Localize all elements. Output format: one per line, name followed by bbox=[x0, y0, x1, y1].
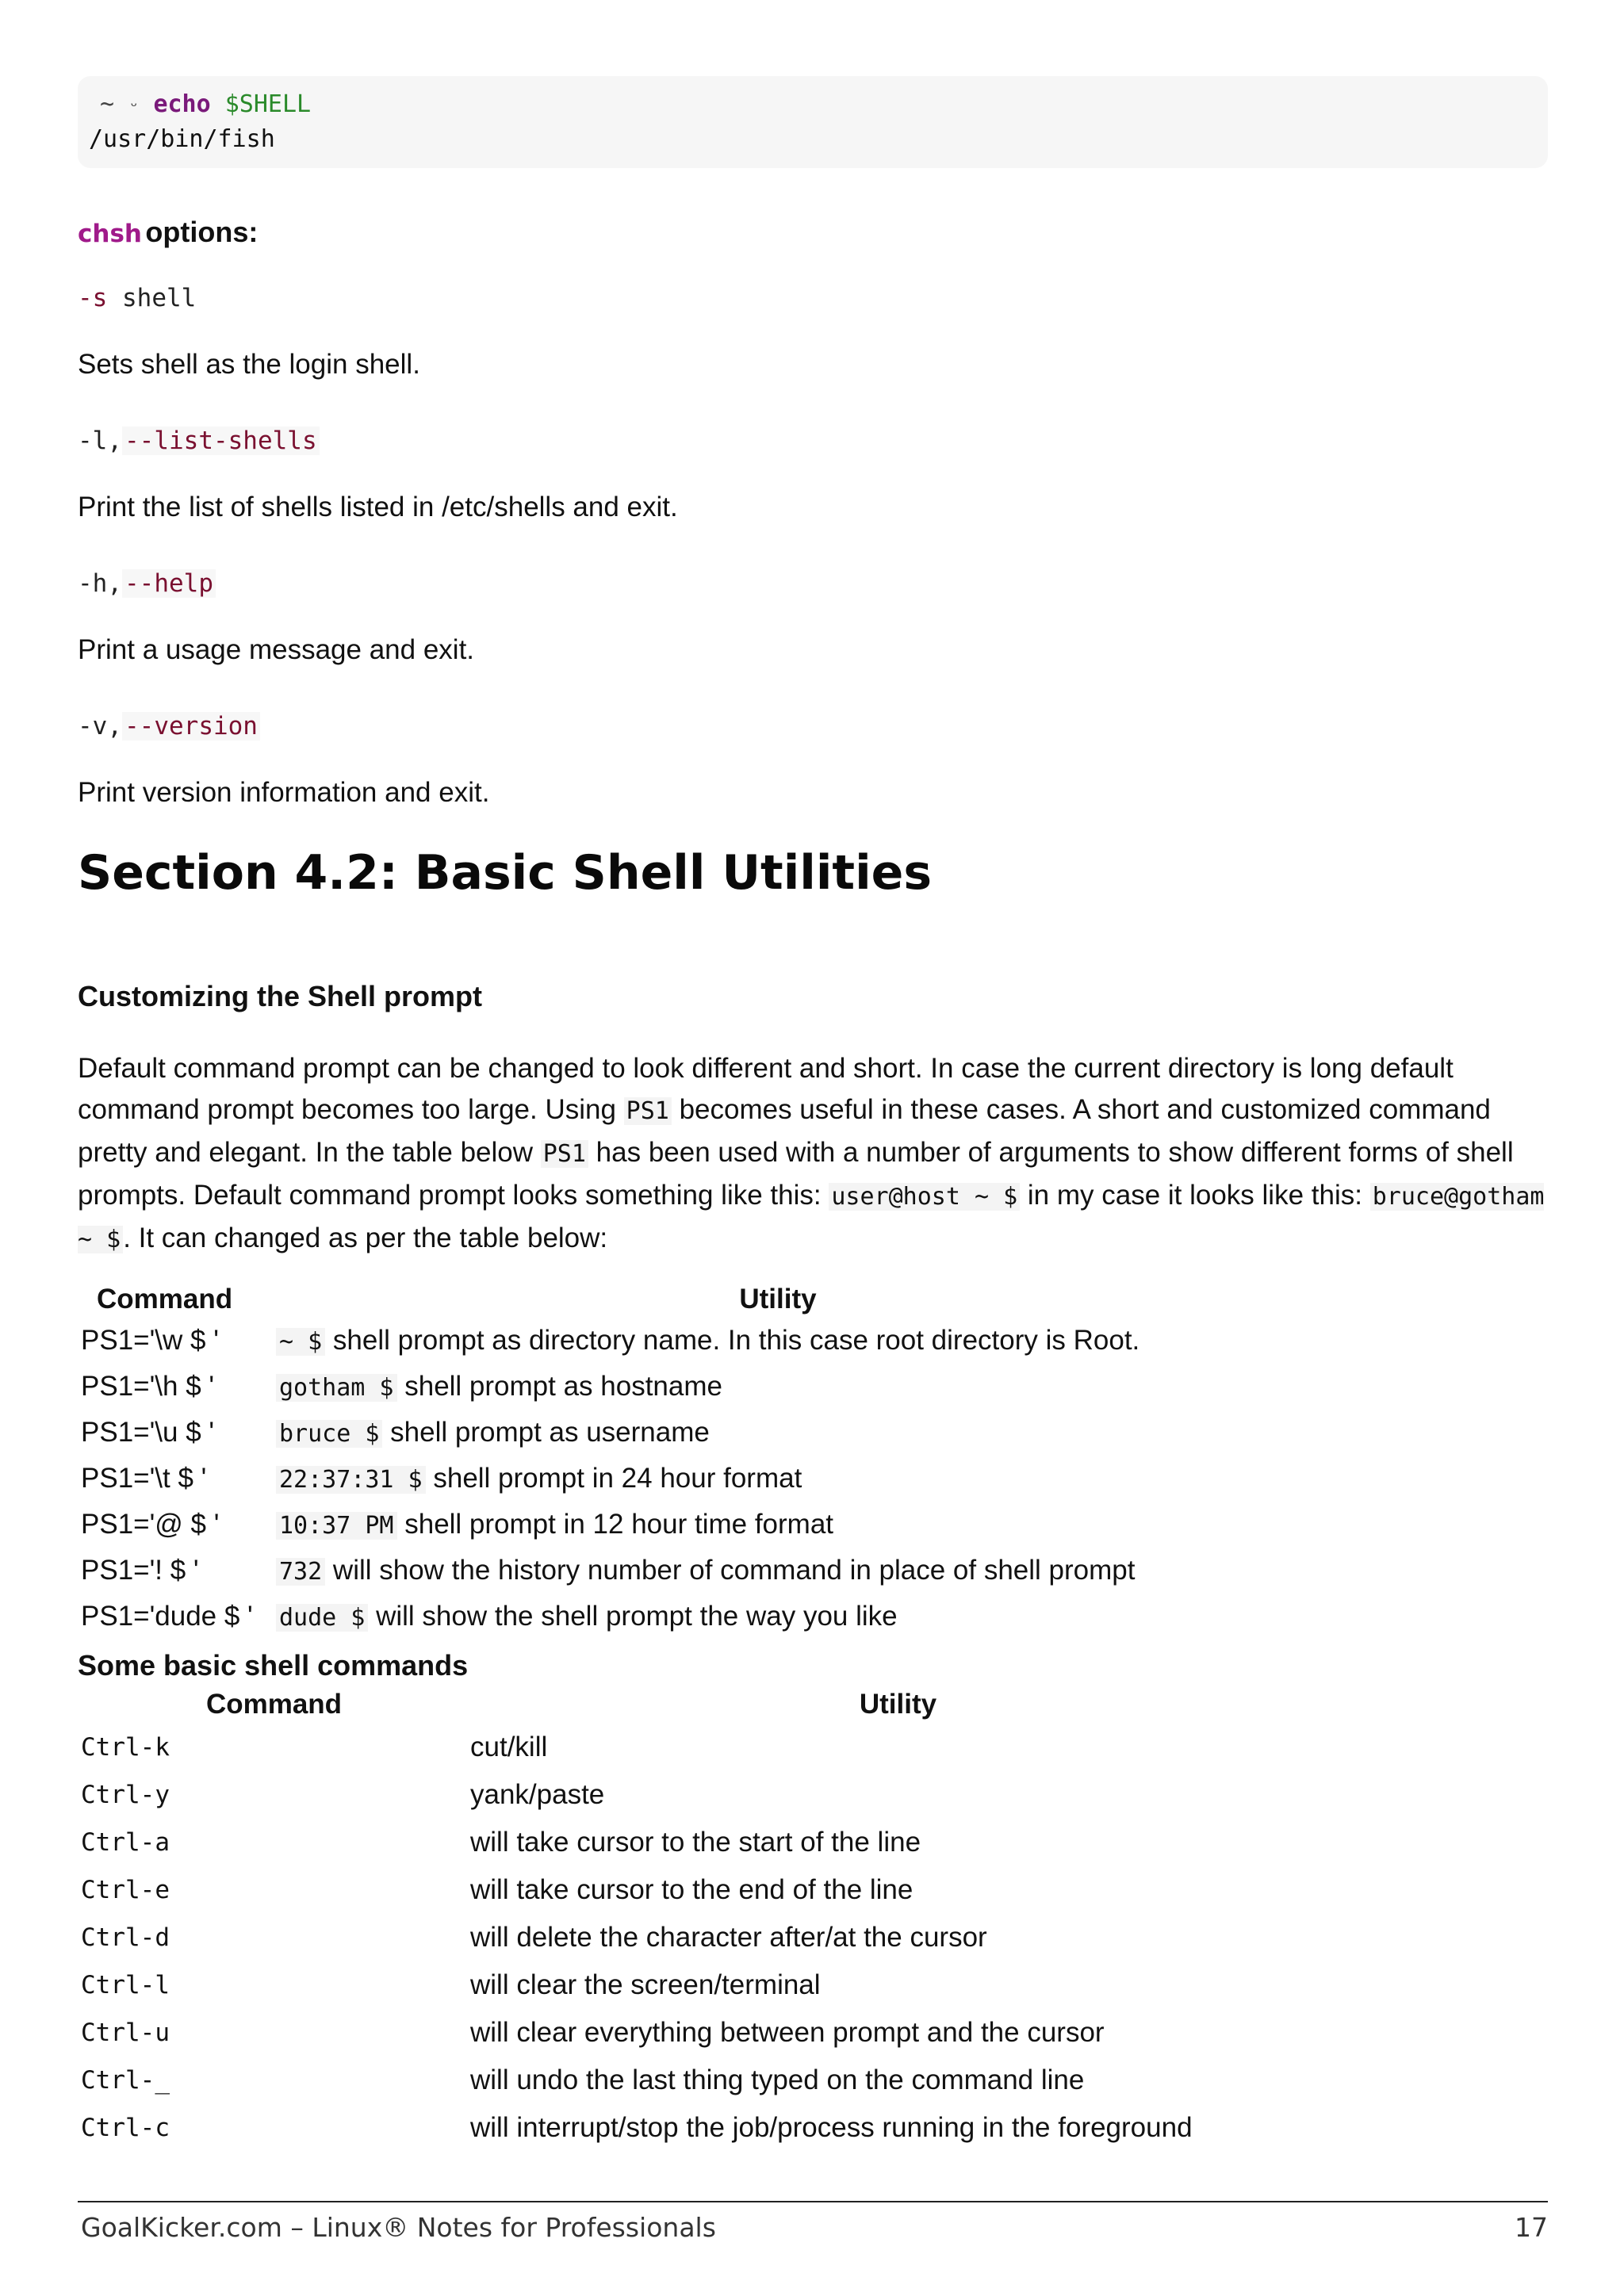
column-header-utility: Utility bbox=[739, 1284, 817, 1314]
table-row bbox=[78, 1819, 1326, 1866]
option-long: --version bbox=[122, 712, 260, 740]
code-line-command bbox=[100, 90, 311, 118]
option-short: -l, bbox=[78, 427, 122, 455]
option-short: -s bbox=[78, 284, 108, 312]
utility-text: shell prompt in 12 hour time format bbox=[396, 1509, 834, 1540]
table-row bbox=[78, 1502, 1283, 1548]
command-cell: PS1='\u $ ' bbox=[81, 1417, 215, 1448]
option-long: --list-shells bbox=[122, 427, 320, 455]
utility-cell: cut/kill bbox=[470, 1732, 548, 1762]
option-short: -h, bbox=[78, 569, 122, 598]
table-row bbox=[78, 1410, 1283, 1456]
option-help bbox=[78, 569, 216, 598]
table-row bbox=[78, 1771, 1326, 1819]
command-cell: Ctrl-e bbox=[81, 1876, 170, 1904]
table-row bbox=[78, 1594, 1283, 1640]
utility-text: will show the shell prompt the way you like bbox=[368, 1601, 898, 1632]
utility-cell: will undo the last thing typed on the command line bbox=[470, 2064, 1085, 2095]
table-row bbox=[78, 1961, 1326, 2009]
table-row bbox=[78, 2104, 1326, 2152]
table-row bbox=[78, 1866, 1326, 1914]
inline-code: 732 bbox=[276, 1558, 325, 1586]
page-number: 17 bbox=[1515, 2212, 1548, 2243]
utility-text: shell prompt as hostname bbox=[396, 1371, 722, 1402]
footer-source: GoalKicker.com – Linux® Notes for Professionals bbox=[81, 2212, 716, 2243]
paragraph-text: becomes useful in these cases. A short and customized command pretty and elegant. In the table below bbox=[78, 1094, 1491, 1168]
option-description: Print the list of shells listed in /etc/shells and exit. bbox=[78, 492, 678, 522]
paragraph-text: in my case it looks like this: bbox=[1020, 1180, 1370, 1211]
command-cell: PS1='! $ ' bbox=[81, 1555, 199, 1586]
column-header-command: Command bbox=[97, 1284, 233, 1314]
inline-code: user@host ~ $ bbox=[829, 1183, 1020, 1211]
code-variable: $SHELL bbox=[224, 90, 312, 118]
footer-divider bbox=[78, 2201, 1548, 2202]
table-row bbox=[78, 1914, 1326, 1961]
utility-cell: will delete the character after/at the cursor bbox=[470, 1922, 987, 1953]
utility-cell bbox=[273, 1456, 1283, 1502]
inline-code: PS1 bbox=[541, 1140, 588, 1168]
command-cell: Ctrl-y bbox=[81, 1781, 170, 1809]
paragraph-text: has been used with a number of arguments to show different forms of shell prompts. Default command prompt looks something like this: bbox=[78, 1137, 1514, 1211]
chsh-options-heading bbox=[78, 216, 258, 249]
paragraph-text: Default command prompt can be changed to look different and short. In case the current directory is long default command prompt becomes too large. Using bbox=[78, 1053, 1454, 1125]
subheading-basic-commands: Some basic shell commands bbox=[78, 1649, 469, 1682]
option-description: Print version information and exit. bbox=[78, 777, 490, 808]
utility-cell: will interrupt/stop the job/process running in the foreground bbox=[470, 2112, 1193, 2143]
option-long: --help bbox=[122, 569, 216, 598]
command-cell: PS1='@ $ ' bbox=[81, 1509, 220, 1540]
command-cell: Ctrl-_ bbox=[81, 2066, 170, 2095]
command-cell: Ctrl-a bbox=[81, 1828, 170, 1857]
prompt-glyph: ᵕ bbox=[128, 97, 140, 117]
command-cell: Ctrl-u bbox=[81, 2019, 170, 2047]
chsh-options-label: options: bbox=[145, 216, 259, 248]
utility-text: will show the history number of command in place of shell prompt bbox=[325, 1555, 1136, 1586]
command-cell: PS1='\t $ ' bbox=[81, 1463, 207, 1494]
option-arg: shell bbox=[122, 284, 197, 312]
utility-text: shell prompt as directory name. In this case root directory is Root. bbox=[325, 1325, 1140, 1356]
inline-code: 22:37:31 $ bbox=[276, 1466, 426, 1494]
inline-code: bruce@gotham ~ $ bbox=[78, 1183, 1545, 1253]
utility-cell: yank/paste bbox=[470, 1779, 605, 1810]
utility-cell bbox=[273, 1410, 1283, 1456]
option-description: Sets shell as the login shell. bbox=[78, 349, 420, 380]
column-header-command: Command bbox=[205, 1689, 343, 1720]
utility-text: shell prompt as username bbox=[382, 1417, 710, 1448]
utility-cell: will clear the screen/terminal bbox=[470, 1969, 821, 2000]
table-row bbox=[78, 1456, 1283, 1502]
prompt-paragraph bbox=[78, 1048, 1548, 1261]
table-header-row bbox=[78, 1281, 1283, 1318]
option-version bbox=[78, 712, 260, 740]
command-cell: Ctrl-l bbox=[81, 1971, 170, 1999]
command-cell: Ctrl-d bbox=[81, 1923, 170, 1952]
table-row bbox=[78, 1318, 1283, 1364]
utility-cell: will clear everything between prompt and the cursor bbox=[470, 2017, 1105, 2048]
inline-code: 10:37 PM bbox=[276, 1512, 397, 1540]
command-cell: Ctrl-c bbox=[81, 2114, 170, 2142]
inline-code: ~ $ bbox=[276, 1328, 325, 1356]
utility-cell bbox=[273, 1502, 1283, 1548]
option-description: Print a usage message and exit. bbox=[78, 634, 475, 665]
utility-cell: will take cursor to the start of the line bbox=[470, 1827, 921, 1858]
code-keyword: echo bbox=[153, 90, 211, 118]
paragraph-text: . It can changed as per the table below: bbox=[123, 1223, 608, 1253]
command-cell: PS1='\h $ ' bbox=[81, 1371, 215, 1402]
option-list-shells bbox=[78, 427, 320, 455]
table-row bbox=[78, 1724, 1326, 1771]
table-row bbox=[78, 1548, 1283, 1594]
utility-cell bbox=[273, 1364, 1283, 1410]
command-cell: PS1='\w $ ' bbox=[81, 1325, 219, 1356]
inline-code: dude $ bbox=[276, 1604, 368, 1632]
table-row bbox=[78, 1364, 1283, 1410]
utility-text: shell prompt in 24 hour format bbox=[425, 1463, 802, 1494]
code-line-output: /usr/bin/fish bbox=[89, 125, 275, 153]
option-s bbox=[78, 284, 196, 312]
table-header-row bbox=[78, 1686, 1326, 1724]
commands-table bbox=[78, 1686, 1326, 2152]
column-header-utility: Utility bbox=[859, 1689, 937, 1720]
command-cell: PS1='dude $ ' bbox=[81, 1601, 253, 1632]
inline-code: gotham $ bbox=[276, 1374, 397, 1402]
prompt-table bbox=[78, 1281, 1283, 1640]
utility-cell bbox=[273, 1548, 1283, 1594]
code-block bbox=[78, 76, 1548, 168]
table-row bbox=[78, 2057, 1326, 2104]
command-cell: Ctrl-k bbox=[81, 1733, 170, 1762]
option-short: -v, bbox=[78, 712, 122, 740]
utility-cell bbox=[273, 1594, 1283, 1640]
inline-code: bruce $ bbox=[276, 1420, 382, 1448]
code-prompt: ~ bbox=[100, 90, 129, 118]
inline-code: PS1 bbox=[624, 1097, 672, 1125]
chsh-command: chsh bbox=[78, 220, 142, 248]
table-row bbox=[78, 2009, 1326, 2057]
subheading-customizing-prompt: Customizing the Shell prompt bbox=[78, 980, 482, 1012]
section-title: Section 4.2: Basic Shell Utilities bbox=[78, 845, 933, 901]
utility-cell bbox=[273, 1318, 1283, 1364]
utility-cell: will take cursor to the end of the line bbox=[470, 1874, 914, 1905]
